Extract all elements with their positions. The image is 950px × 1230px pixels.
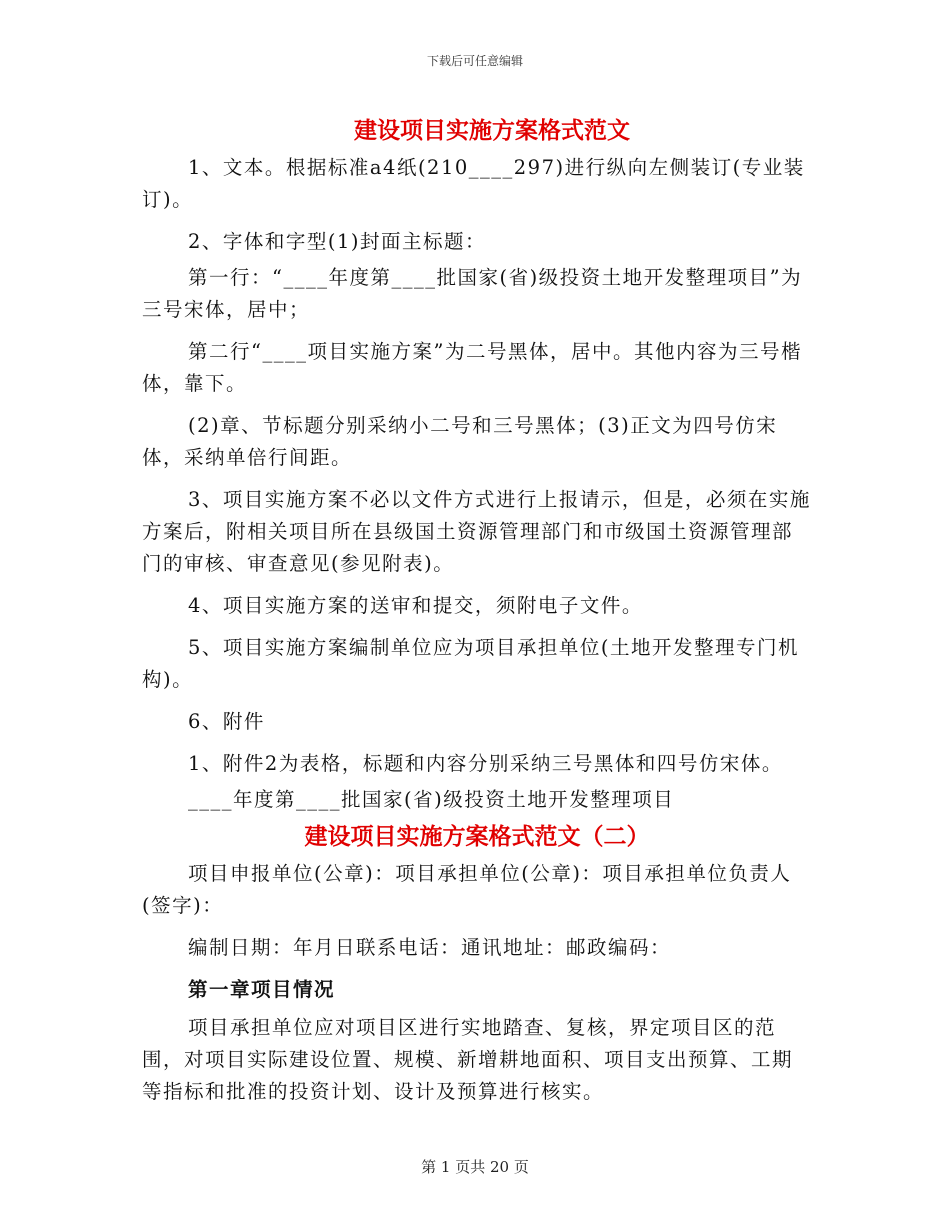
paragraph-4: 第二行“____项目实施方案”为二号黑体，居中。其他内容为三号楷体，靠下。 xyxy=(142,340,802,395)
page-header-note: 下载后可任意编辑 xyxy=(426,54,523,68)
paragraph-14: 项目承担单位应对项目区进行实地踏查、复核，界定项目区的范围，对项目实际建设位置、规模、新增耕地面积、项目支出预算、工期等指标和批准的投资计划、设计及预算进行核实。 xyxy=(142,1016,794,1103)
paragraph-9: 6、附件 xyxy=(188,710,265,733)
paragraph-6: 3、项目实施方案不必以文件方式进行上报请示，但是，必须在实施方案后，附相关项目所在县级国土资源管理部门和市级国土资源管理部门的审核、审查意见(参见附表)。 xyxy=(142,488,811,575)
document-title: 建设项目实施方案格式范文 xyxy=(354,118,630,144)
paragraph-10: 1、附件2为表格，标题和内容分别采纳三号黑体和四号仿宋体。 xyxy=(188,752,783,775)
page-footer-note: 第 1 页共 20 页 xyxy=(421,1158,529,1176)
document-body xyxy=(142,110,812,1108)
paragraph-11: ____年度第____批国家(省)级投资土地开发整理项目 xyxy=(188,788,675,811)
document-subtitle: 建设项目实施方案格式范文（二） xyxy=(304,824,650,850)
paragraph-1: 1、文本。根据标准a4纸(210____297)进行纵向左侧装订(专业装订)。 xyxy=(142,156,805,211)
paragraph-8: 5、项目实施方案编制单位应为项目承担单位(土地开发整理专门机构)。 xyxy=(142,636,800,691)
paragraph-13: 编制日期：年月日联系电话：通讯地址：邮政编码： xyxy=(188,936,672,959)
chapter-heading: 第一章项目情况 xyxy=(188,978,336,1001)
paragraph-5: (2)章、节标题分别采纳小二号和三号黑体；(3)正文为四号仿宋体，采纳单倍行间距。 xyxy=(142,414,778,469)
paragraph-7: 4、项目实施方案的送审和提交，须附电子文件。 xyxy=(188,594,643,617)
paragraph-3: 第一行：“____年度第____批国家(省)级投资土地开发整理项目”为三号宋体，居中； xyxy=(142,266,803,321)
paragraph-2: 2、字体和字型(1)封面主标题： xyxy=(188,230,487,253)
paragraph-12: 项目申报单位(公章)：项目承担单位(公章)：项目承担单位负责人(签字)： xyxy=(142,862,792,917)
